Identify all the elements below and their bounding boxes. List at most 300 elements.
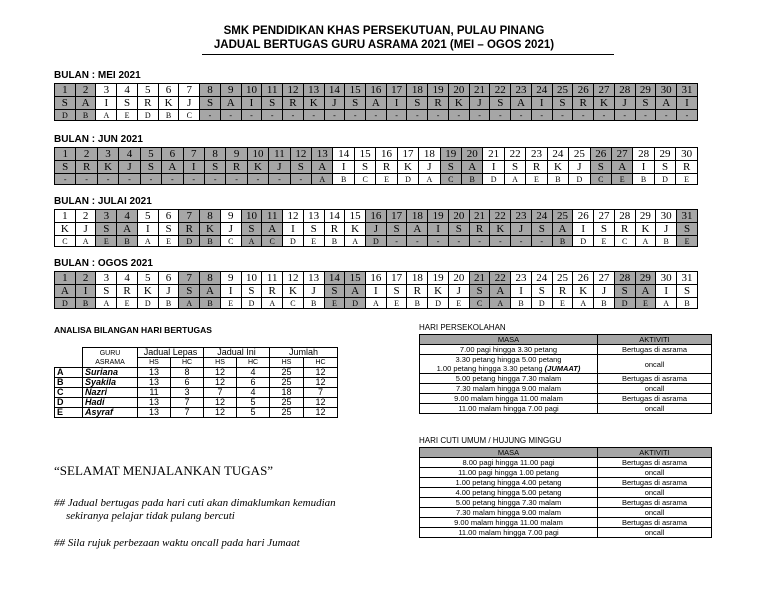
day-code-cell: I xyxy=(75,285,96,298)
day-number-cell: 1 xyxy=(55,272,76,285)
day-code-cell: S xyxy=(654,161,675,174)
day-number-cell: 10 xyxy=(247,148,268,161)
sub-hc: HC xyxy=(237,358,270,368)
table-row xyxy=(55,378,338,388)
aktiviti-cell: Bertugas di asrama xyxy=(598,518,712,528)
duty-code-cell: - xyxy=(511,236,532,247)
duty-code-cell: - xyxy=(183,174,204,185)
teacher-code: A xyxy=(55,368,83,378)
day-number-cell: 16 xyxy=(376,148,397,161)
day-code-cell: K xyxy=(594,97,615,110)
duty-code-cell: C xyxy=(590,174,611,185)
sub-hs: HS xyxy=(138,358,171,368)
duty-code-cell: - xyxy=(677,110,698,121)
day-number-cell: 8 xyxy=(204,148,225,161)
table-row xyxy=(420,394,712,404)
teacher-code: C xyxy=(55,388,83,398)
masa-cell: 1.00 petang hingga 4.00 petang xyxy=(420,478,598,488)
duty-code-cell: E xyxy=(526,174,547,185)
duty-code-cell: A xyxy=(137,236,158,247)
day-number-cell: 24 xyxy=(531,84,552,97)
day-number-row xyxy=(55,84,698,97)
day-code-cell: A xyxy=(262,223,283,236)
day-code-cell: J xyxy=(324,97,345,110)
duty-code-cell: B xyxy=(511,298,532,309)
duty-code-cell: B xyxy=(633,174,654,185)
day-code-cell: I xyxy=(386,97,407,110)
day-number-cell: 3 xyxy=(96,210,117,223)
day-number-cell: 28 xyxy=(633,148,654,161)
day-code-cell: S xyxy=(55,161,76,174)
day-number-cell: 21 xyxy=(469,272,490,285)
day-number-cell: 23 xyxy=(526,148,547,161)
lepas-hc: 7 xyxy=(171,408,204,418)
ini-hc: 5 xyxy=(237,398,270,408)
duty-code-cell: E xyxy=(96,236,117,247)
lepas-hs: 13 xyxy=(138,398,171,408)
duty-code-cell: B xyxy=(594,298,615,309)
table-row xyxy=(420,355,712,374)
masa-cell: 3.30 petang hingga 5.00 petang 1.00 petang hingga 3.30 petang (JUMAAT) xyxy=(420,355,598,374)
day-number-cell: 14 xyxy=(324,210,345,223)
calendar-julai xyxy=(54,209,698,247)
day-number-row xyxy=(55,210,698,223)
day-code-cell: S xyxy=(590,161,611,174)
day-number-cell: 27 xyxy=(611,148,632,161)
analysis-table xyxy=(54,347,338,418)
day-code-cell: J xyxy=(303,285,324,298)
day-code-cell: J xyxy=(448,285,469,298)
duty-code-cell: - xyxy=(290,174,311,185)
sub-hc: HC xyxy=(304,358,338,368)
duty-code-cell: - xyxy=(119,174,140,185)
ini-hc: 4 xyxy=(237,368,270,378)
aktiviti-cell: Bertugas di asrama xyxy=(598,498,712,508)
duty-code-row xyxy=(55,236,698,247)
aktiviti-cell: Bertugas di asrama xyxy=(598,478,712,488)
day-number-cell: 4 xyxy=(119,148,140,161)
day-number-cell: 17 xyxy=(386,84,407,97)
day-number-cell: 23 xyxy=(511,272,532,285)
duty-code-cell: B xyxy=(200,236,221,247)
day-code-cell: J xyxy=(366,223,387,236)
masa-cell: 11.00 malam hingga 7.00 pagi xyxy=(420,404,598,414)
duty-code-cell: A xyxy=(635,236,656,247)
duty-code-cell: C xyxy=(55,236,76,247)
school-days-table xyxy=(419,334,712,414)
aktiviti-cell: oncall xyxy=(598,508,712,518)
month-label-ogos: BULAN : OGOS 2021 xyxy=(54,258,153,269)
day-code-cell: S xyxy=(354,161,375,174)
day-number-cell: 16 xyxy=(366,210,387,223)
calendar-mei xyxy=(54,83,698,121)
col-jumlah: Jumlah xyxy=(270,348,338,358)
day-code-cell: R xyxy=(676,161,698,174)
day-code-cell: S xyxy=(262,97,283,110)
masa-cell: 5.00 petang hingga 7.30 malam xyxy=(420,498,598,508)
day-code-cell: R xyxy=(324,223,345,236)
day-code-cell: A xyxy=(220,97,241,110)
duty-code-cell: - xyxy=(204,174,225,185)
day-number-cell: 31 xyxy=(677,272,698,285)
day-code-cell: R xyxy=(573,97,594,110)
duty-code-cell: - xyxy=(552,110,573,121)
day-number-cell: 4 xyxy=(117,272,138,285)
day-number-cell: 29 xyxy=(654,148,675,161)
duty-code-cell: A xyxy=(75,236,96,247)
teacher-code: D xyxy=(55,398,83,408)
day-number-cell: 10 xyxy=(241,272,262,285)
day-number-cell: 22 xyxy=(504,148,525,161)
day-code-cell: S xyxy=(469,285,490,298)
day-code-row xyxy=(55,97,698,110)
duty-code-cell: B xyxy=(407,298,428,309)
duty-code-cell: D xyxy=(397,174,418,185)
duty-code-cell: B xyxy=(200,298,221,309)
day-code-cell: I xyxy=(573,223,594,236)
duty-code-cell: A xyxy=(366,298,387,309)
day-code-cell: R xyxy=(262,285,283,298)
table-row xyxy=(420,458,712,468)
day-code-cell: J xyxy=(158,285,179,298)
duty-code-cell: C xyxy=(220,236,241,247)
day-number-cell: 31 xyxy=(677,210,698,223)
calendar-ogos xyxy=(54,271,698,309)
teacher-name: Suriana xyxy=(83,368,138,378)
duty-code-cell: - xyxy=(262,110,283,121)
day-code-cell: S xyxy=(490,97,511,110)
day-code-cell: J xyxy=(220,223,241,236)
duty-code-cell: B xyxy=(303,298,324,309)
day-code-cell: I xyxy=(333,161,354,174)
duty-code-cell: D xyxy=(366,236,387,247)
duty-code-cell: A xyxy=(241,236,262,247)
masa-cell: 5.00 petang hingga 7.30 malam xyxy=(420,374,598,384)
masa-cell: 4.00 petang hingga 5.00 petang xyxy=(420,488,598,498)
day-number-cell: 5 xyxy=(140,148,161,161)
day-number-cell: 28 xyxy=(614,210,635,223)
day-code-cell: R xyxy=(76,161,97,174)
day-number-cell: 15 xyxy=(345,84,366,97)
duty-code-cell: A xyxy=(656,298,677,309)
day-number-cell: 26 xyxy=(590,148,611,161)
duty-code-cell: - xyxy=(531,236,552,247)
day-code-cell: R xyxy=(614,223,635,236)
duty-code-cell: C xyxy=(440,174,461,185)
duty-code-cell: D xyxy=(137,110,158,121)
day-number-cell: 6 xyxy=(158,84,179,97)
day-code-cell: K xyxy=(55,223,76,236)
day-code-cell: J xyxy=(569,161,590,174)
day-number-cell: 4 xyxy=(117,210,138,223)
day-number-cell: 18 xyxy=(407,210,428,223)
aktiviti-cell: Bertugas di asrama xyxy=(598,394,712,404)
col-aktiviti: AKTIVITI xyxy=(598,335,712,345)
duty-code-cell: - xyxy=(469,110,490,121)
lepas-hc: 8 xyxy=(171,368,204,378)
document-title: JADUAL BERTUGAS GURU ASRAMA 2021 (MEI – OGOS 2021) xyxy=(213,39,555,51)
duty-code-cell: - xyxy=(324,110,345,121)
duty-code-cell: E xyxy=(677,236,698,247)
day-number-cell: 11 xyxy=(262,84,283,97)
table-row xyxy=(420,528,712,538)
duty-code-cell: A xyxy=(345,236,366,247)
jumlah-hs: 25 xyxy=(270,368,304,378)
duty-code-cell: E xyxy=(594,236,615,247)
day-code-cell: J xyxy=(419,161,440,174)
day-number-cell: 30 xyxy=(656,210,677,223)
day-number-cell: 7 xyxy=(179,272,200,285)
masa-cell: 7.30 malam hingga 9.00 malam xyxy=(420,384,598,394)
duty-code-cell: - xyxy=(76,174,97,185)
col-aktiviti: AKTIVITI xyxy=(598,448,712,458)
lepas-hc: 7 xyxy=(171,398,204,408)
duty-code-cell: A xyxy=(490,298,511,309)
analysis-title: ANALISA BILANGAN HARI BERTUGAS xyxy=(54,325,212,335)
day-number-cell: 25 xyxy=(552,84,573,97)
duty-code-cell: - xyxy=(366,110,387,121)
day-code-cell: J xyxy=(179,97,200,110)
duty-code-cell: - xyxy=(594,110,615,121)
duty-code-cell: - xyxy=(448,110,469,121)
day-code-cell: S xyxy=(440,161,461,174)
day-code-cell: J xyxy=(75,223,96,236)
day-code-cell: A xyxy=(366,97,387,110)
day-code-cell: I xyxy=(677,97,698,110)
day-number-cell: 25 xyxy=(552,272,573,285)
day-number-cell: 28 xyxy=(614,272,635,285)
day-number-cell: 3 xyxy=(96,84,117,97)
duty-code-row xyxy=(55,110,698,121)
day-number-cell: 11 xyxy=(262,272,283,285)
day-code-cell: S xyxy=(200,97,221,110)
lepas-hs: 13 xyxy=(138,378,171,388)
day-code-cell: K xyxy=(397,161,418,174)
jumlah-hs: 18 xyxy=(270,388,304,398)
jumlah-hs: 25 xyxy=(270,408,304,418)
duty-code-cell: D xyxy=(654,174,675,185)
duty-code-cell: - xyxy=(407,110,428,121)
lepas-hs: 11 xyxy=(138,388,171,398)
table-row xyxy=(55,398,338,408)
jumlah-hs: 25 xyxy=(270,398,304,408)
day-code-cell: J xyxy=(614,97,635,110)
note-2: ## Sila rujuk perbezaan waktu oncall pada hari Jumaat xyxy=(54,537,300,549)
day-number-cell: 21 xyxy=(469,210,490,223)
day-code-cell: S xyxy=(407,97,428,110)
day-code-cell: R xyxy=(226,161,247,174)
month-label-julai: BULAN : JULAI 2021 xyxy=(54,196,152,207)
duty-code-cell: B xyxy=(158,110,179,121)
duty-code-cell: D xyxy=(483,174,504,185)
aktiviti-cell: oncall xyxy=(598,468,712,478)
duty-code-cell: E xyxy=(303,236,324,247)
lepas-hs: 13 xyxy=(138,368,171,378)
day-number-cell: 7 xyxy=(179,210,200,223)
day-code-cell: A xyxy=(462,161,483,174)
duty-code-cell: E xyxy=(220,298,241,309)
day-number-cell: 18 xyxy=(419,148,440,161)
teacher-name: Syakila xyxy=(83,378,138,388)
day-code-cell: R xyxy=(117,285,138,298)
day-code-cell: S xyxy=(677,285,698,298)
duty-code-cell: - xyxy=(226,174,247,185)
duty-code-cell: C xyxy=(614,236,635,247)
day-code-row xyxy=(55,285,698,298)
duty-code-cell: - xyxy=(490,236,511,247)
duty-code-cell: - xyxy=(511,110,532,121)
duty-code-cell: C xyxy=(262,236,283,247)
duty-code-cell: - xyxy=(269,174,290,185)
day-code-cell: S xyxy=(677,223,698,236)
day-number-cell: 15 xyxy=(345,210,366,223)
lepas-hc: 3 xyxy=(171,388,204,398)
day-code-cell: R xyxy=(428,97,449,110)
day-code-cell: A xyxy=(75,97,96,110)
lepas-hs: 13 xyxy=(138,408,171,418)
duty-code-cell: B xyxy=(333,174,354,185)
day-number-cell: 28 xyxy=(614,84,635,97)
day-number-cell: 11 xyxy=(269,148,290,161)
day-code-cell: S xyxy=(241,223,262,236)
school-days-title: HARI PERSEKOLAHAN xyxy=(419,323,506,332)
jumlah-hc: 7 xyxy=(304,388,338,398)
masa-cell: 7.30 malam hingga 9.00 malam xyxy=(420,508,598,518)
day-code-cell: A xyxy=(345,285,366,298)
duty-code-cell: D xyxy=(614,298,635,309)
month-label-jun: BULAN : JUN 2021 xyxy=(54,134,143,145)
day-number-cell: 7 xyxy=(179,84,200,97)
masa-cell: 9.00 malam hingga 11.00 malam xyxy=(420,518,598,528)
day-code-cell: S xyxy=(386,223,407,236)
teacher-code: E xyxy=(55,408,83,418)
title-underline xyxy=(202,54,614,55)
day-number-cell: 10 xyxy=(241,84,262,97)
day-number-cell: 9 xyxy=(220,272,241,285)
duty-code-cell: - xyxy=(386,110,407,121)
ini-hs: 12 xyxy=(204,408,237,418)
day-code-cell: S xyxy=(552,97,573,110)
day-number-cell: 10 xyxy=(241,210,262,223)
table-row xyxy=(420,374,712,384)
table-row xyxy=(420,488,712,498)
day-code-cell: S xyxy=(504,161,525,174)
ini-hs: 12 xyxy=(204,368,237,378)
day-number-cell: 11 xyxy=(262,210,283,223)
day-number-cell: 4 xyxy=(117,84,138,97)
day-code-cell: S xyxy=(158,223,179,236)
day-code-cell: A xyxy=(490,285,511,298)
jumlah-hc: 12 xyxy=(304,368,338,378)
day-number-cell: 17 xyxy=(397,148,418,161)
day-code-cell: R xyxy=(552,285,573,298)
day-number-cell: 14 xyxy=(333,148,354,161)
ini-hc: 4 xyxy=(237,388,270,398)
day-number-cell: 19 xyxy=(428,272,449,285)
duty-code-cell: - xyxy=(386,236,407,247)
duty-code-cell: - xyxy=(241,110,262,121)
jumlah-hc: 12 xyxy=(304,408,338,418)
duty-code-cell: A xyxy=(312,174,333,185)
day-number-cell: 9 xyxy=(220,84,241,97)
duty-code-cell: B xyxy=(75,298,96,309)
day-code-cell: S xyxy=(290,161,311,174)
day-number-cell: 1 xyxy=(55,210,76,223)
day-code-cell: R xyxy=(179,223,200,236)
aktiviti-cell: oncall xyxy=(598,528,712,538)
duty-code-cell: A xyxy=(573,298,594,309)
day-number-cell: 26 xyxy=(573,272,594,285)
day-code-cell: S xyxy=(635,97,656,110)
duty-code-cell: E xyxy=(386,298,407,309)
day-number-cell: 25 xyxy=(569,148,590,161)
table-row xyxy=(420,498,712,508)
jumlah-hc: 12 xyxy=(304,378,338,388)
masa-cell: 8.00 pagi hingga 11.00 pagi xyxy=(420,458,598,468)
duty-code-cell: - xyxy=(345,110,366,121)
day-number-cell: 21 xyxy=(469,84,490,97)
duty-code-cell: D xyxy=(55,298,76,309)
day-number-cell: 17 xyxy=(386,272,407,285)
aktiviti-cell: Bertugas di asrama xyxy=(598,374,712,384)
day-number-cell: 13 xyxy=(303,210,324,223)
duty-code-cell: E xyxy=(448,298,469,309)
day-number-cell: 22 xyxy=(490,84,511,97)
day-code-cell: J xyxy=(119,161,140,174)
duty-code-cell: E xyxy=(376,174,397,185)
day-code-cell: I xyxy=(220,285,241,298)
duty-code-cell: - xyxy=(656,110,677,121)
duty-code-cell: C xyxy=(179,110,200,121)
duty-code-cell: - xyxy=(140,174,161,185)
lepas-hc: 6 xyxy=(171,378,204,388)
day-number-cell: 8 xyxy=(200,210,221,223)
table-row xyxy=(420,345,712,355)
day-number-cell: 13 xyxy=(303,84,324,97)
day-number-cell: 14 xyxy=(324,84,345,97)
day-code-cell: S xyxy=(204,161,225,174)
duty-code-cell: B xyxy=(75,110,96,121)
duty-code-cell: - xyxy=(55,174,76,185)
day-code-cell: K xyxy=(137,285,158,298)
ini-hs: 7 xyxy=(204,388,237,398)
day-number-cell: 18 xyxy=(407,84,428,97)
day-number-cell: 6 xyxy=(158,210,179,223)
day-code-cell: R xyxy=(526,161,547,174)
duty-code-cell: D xyxy=(179,236,200,247)
day-code-row xyxy=(55,223,698,236)
duty-code-cell: B xyxy=(547,174,568,185)
day-number-cell: 31 xyxy=(677,84,698,97)
day-code-cell: R xyxy=(469,223,490,236)
day-number-cell: 6 xyxy=(158,272,179,285)
day-number-cell: 30 xyxy=(656,84,677,97)
duty-code-cell: E xyxy=(117,298,138,309)
ini-hs: 12 xyxy=(204,398,237,408)
duty-code-cell: D xyxy=(345,298,366,309)
day-code-cell: R xyxy=(376,161,397,174)
note-1: ## Jadual bertugas pada hari cuti akan dimaklumkan kemudian xyxy=(54,497,336,509)
day-number-cell: 20 xyxy=(462,148,483,161)
duty-code-cell: - xyxy=(283,110,304,121)
day-code-cell: S xyxy=(324,285,345,298)
day-code-cell: S xyxy=(140,161,161,174)
day-code-cell: K xyxy=(303,97,324,110)
duty-code-cell: E xyxy=(158,236,179,247)
day-number-cell: 19 xyxy=(428,210,449,223)
aktiviti-cell: Bertugas di asrama xyxy=(598,458,712,468)
duty-code-cell: - xyxy=(469,236,490,247)
